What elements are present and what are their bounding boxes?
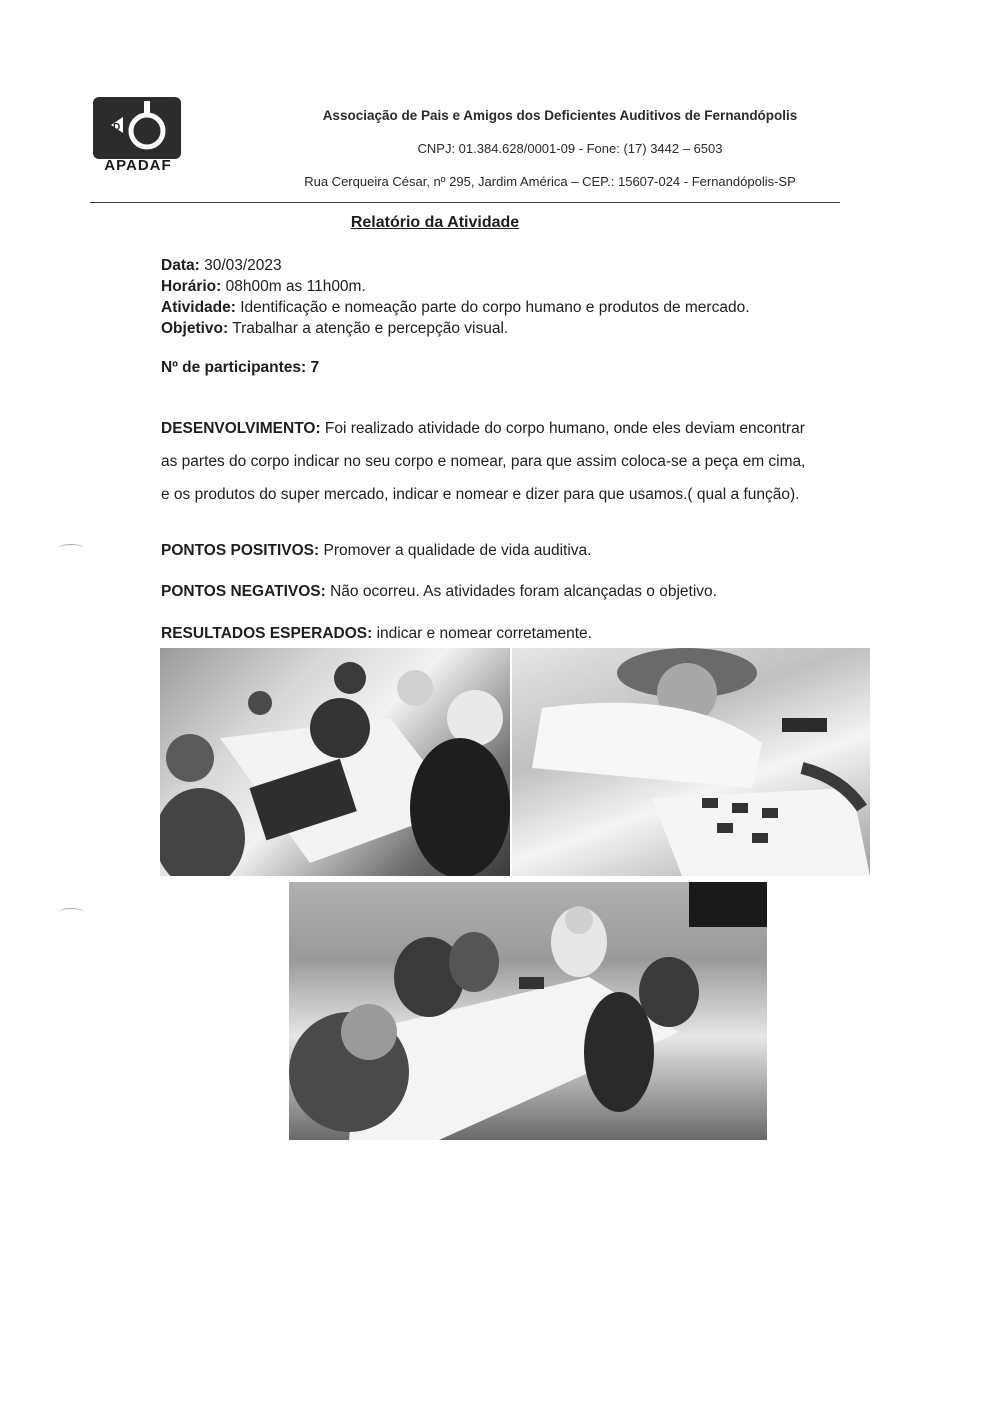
- expected-results: [161, 625, 592, 643]
- positive-value: Promover a qualidade de vida auditiva.: [323, 542, 592, 559]
- activity-photo-table-group: [160, 648, 510, 876]
- expected-value: indicar e nomear corretamente.: [376, 625, 592, 642]
- report-title: Relatório da Atividade: [350, 214, 520, 231]
- margin-mark: [58, 908, 84, 917]
- negative-label: PONTOS NEGATIVOS:: [161, 583, 326, 600]
- participants-label: Nº de participantes:: [161, 359, 307, 376]
- apadaf-logo: [93, 97, 183, 175]
- time-value: 08h00m as 11h00m.: [225, 278, 366, 295]
- date-label: Data:: [161, 257, 200, 274]
- address-line: Rua Cerqueira César, nº 295, Jardim América – CEP.: 15607-024 - Fernandópolis-SP: [304, 174, 796, 189]
- logo-text: APADAF: [104, 157, 172, 174]
- development-paragraph: [161, 412, 901, 511]
- logo-emblem: [93, 97, 181, 159]
- development-line-2: as partes do corpo indicar no seu corpo e nomear, para que assim coloca-se a peça em cima,: [161, 453, 806, 470]
- positive-label: PONTOS POSITIVOS:: [161, 542, 320, 559]
- activity-photo-room-table: [289, 882, 767, 1140]
- expected-label: RESULTADOS ESPERADOS:: [161, 625, 373, 642]
- cnpj-phone-line: CNPJ: 01.384.628/0001-09 - Fone: (17) 3442 – 6503: [417, 141, 723, 156]
- date-row: [161, 255, 282, 277]
- margin-mark: [58, 544, 84, 553]
- development-line-1: [161, 412, 901, 445]
- positive-points: [161, 542, 591, 560]
- photo-scene-3: [289, 882, 767, 1140]
- organization-name: Associação de Pais e Amigos dos Deficientes Auditivos de Fernandópolis: [322, 108, 798, 123]
- participants-row: [161, 357, 319, 379]
- activity-photo-man-pointing: [512, 648, 870, 876]
- objective-label: Objetivo:: [161, 320, 229, 337]
- ear-emblem-icon: [93, 97, 181, 159]
- time-row: [161, 276, 366, 298]
- activity-label: Atividade:: [161, 299, 236, 316]
- date-value: 30/03/2023: [204, 257, 282, 274]
- development-label: DESENVOLVIMENTO:: [161, 420, 321, 437]
- negative-points: [161, 583, 717, 601]
- negative-value: Não ocorreu. As atividades foram alcançadas o objetivo.: [330, 583, 717, 600]
- participants-value: 7: [310, 359, 320, 376]
- header-divider: [90, 202, 840, 203]
- photo-scene-1: [160, 648, 510, 876]
- activity-row: [161, 297, 750, 319]
- development-line-3: e os produtos do super mercado, indicar e nomear e dizer para que usamos.( qual a função).: [161, 486, 800, 503]
- activity-value: Identificação e nomeação parte do corpo humano e produtos de mercado.: [240, 299, 750, 316]
- time-label: Horário:: [161, 278, 222, 295]
- objective-value: Trabalhar a atenção e percepção visual.: [232, 320, 509, 337]
- svg-text:D: D: [113, 122, 121, 133]
- objective-row: [161, 318, 508, 340]
- photo-scene-2: [512, 648, 870, 876]
- development-text-1: Foi realizado atividade do corpo humano, onde eles deviam encontrar: [324, 420, 805, 437]
